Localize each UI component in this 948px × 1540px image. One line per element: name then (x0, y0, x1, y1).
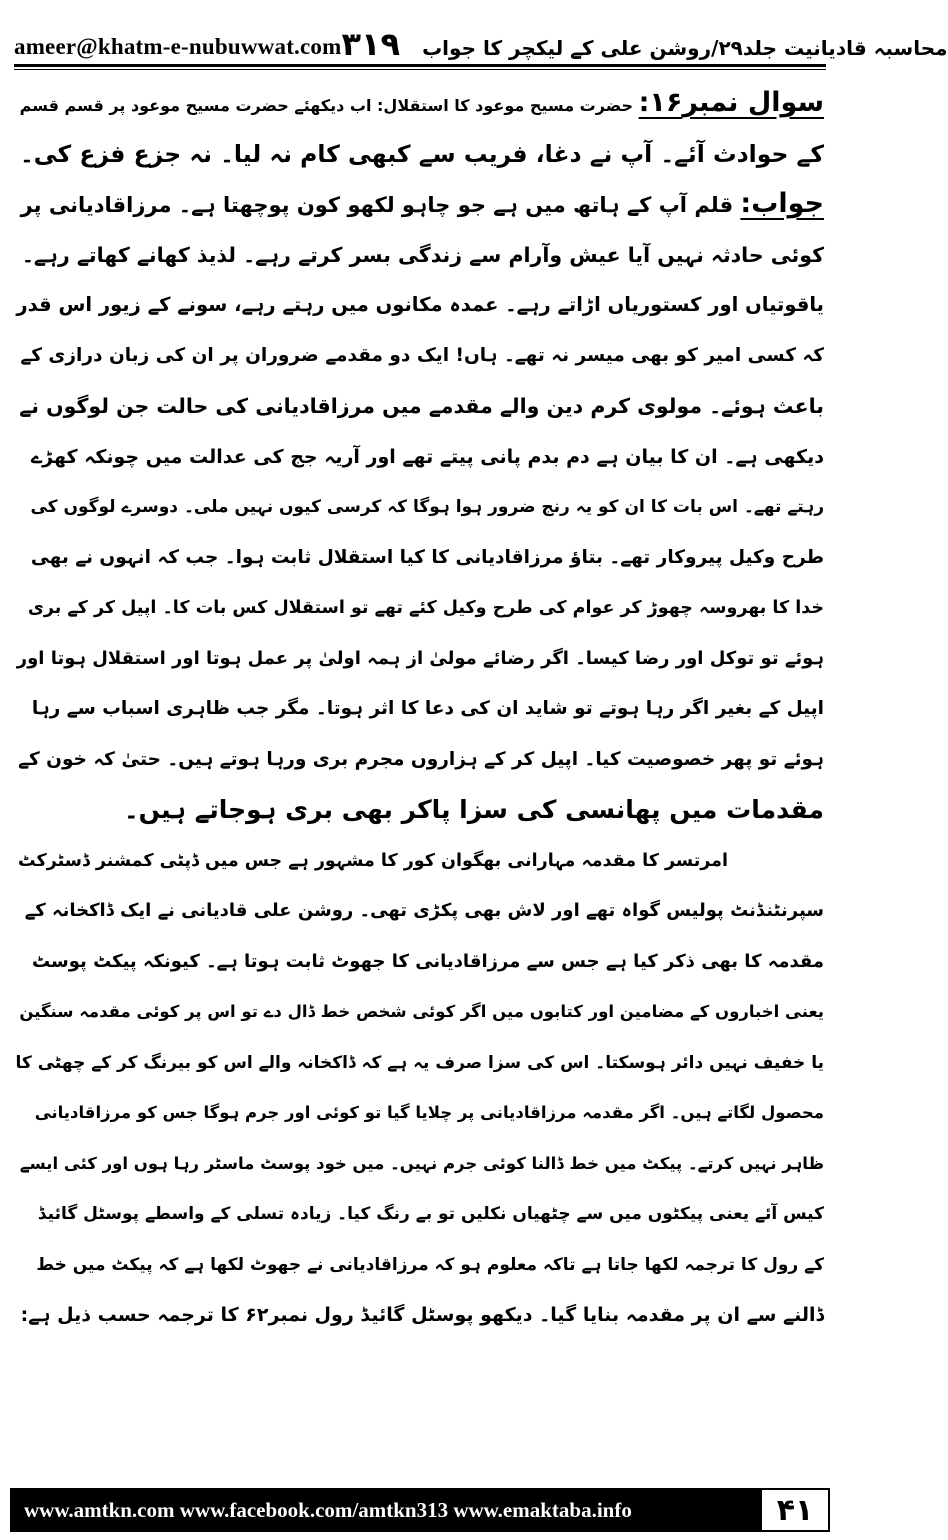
page-number: ۳۱۹ (341, 25, 401, 63)
header-rule (14, 64, 826, 70)
page-footer (10, 1488, 830, 1532)
text-line: یعنی اخباروں کے مضامین اور کتابوں میں اگر کوئی شخص خط ڈال دے تو اس پر کوئی مقدمہ سنگین (19, 1002, 824, 1021)
footer-links[interactable]: www.amtkn.com www.facebook.com/amtkn313 www.emaktaba.info (24, 1497, 632, 1522)
text-line: کیس آئے یعنی پیکٹوں میں سے چٹھیاں نکلیں تو بے رنگ کیا۔ زیادہ تسلی کے واسطے پوسٹل گائیڈ (37, 1204, 824, 1224)
text-line: باعث ہوئے۔ مولوی کرم دین والے مقدمے میں مرزاقادیانی کی حالت جن لوگوں نے (19, 394, 824, 418)
text-line: سپرنٹنڈنٹ پولیس گواہ تھے اور لاش بھی پکڑی تھی۔ روشن علی قادیانی نے ایک ڈاکخانہ کے (24, 900, 824, 921)
header-email: ameer@khatm-e-nubuwwat.com (14, 34, 342, 59)
answer-text: قلم آپ کے ہاتھ میں ہے جو چاہو لکھو کون پوچھتا ہے۔ مرزاقادیانی پر (20, 193, 734, 217)
text-line: کے رول کا ترجمہ لکھا جاتا ہے تاکہ معلوم ہو کہ مرزاقادیانی نے جھوٹ لکھا ہے کہ پیکٹ میں خط (36, 1254, 824, 1275)
text-line: محصول لگاتے ہیں۔ اگر مقدمہ مرزاقادیانی پر چلایا گیا تو کوئی اور جرم ہوگا جس کو مرزاقادیانی (34, 1103, 824, 1122)
book-title: محاسبہ قادیانیت جلد۲۹/روشن علی کے لیکچر کا جواب (422, 36, 948, 60)
text-line: خدا کا بھروسہ چھوڑ کر عوام کی طرح وکیل کئے تھے تو استقلال کس بات کا۔ اپیل کر کے بری (27, 598, 824, 618)
text-line: مقدمات میں پھانسی کی سزا پاکر بھی بری ہوجاتے ہیں۔ (123, 795, 824, 824)
text-line: کوئی حادثہ نہیں آیا عیش وآرام سے زندگی بسر کرتے رہے۔ لذیذ کھانے کھاتے رہے۔ (21, 242, 824, 267)
page-header (14, 8, 948, 63)
text-line: ظاہر نہیں کرتے۔ پیکٹ میں خط ڈالنا کوئی جرم نہیں۔ میں خود پوسٹ ماسٹر رہا ہوں اور کئی ایسے (19, 1153, 824, 1173)
text-line: کہ کسی امیر کو بھی میسر نہ تھے۔ ہاں! ایک دو مقدمے ضروران پر ان کی زبان درازی کے (20, 344, 824, 366)
page-body (16, 78, 824, 1341)
text-line (16, 179, 824, 230)
text-line (16, 78, 824, 129)
text-line: اپیل کے بغیر اگر رہا ہوتے تو شاید ان کی دعا کا اثر ہوتا۔ مگر جب ظاہری اسباب سے رہا (31, 698, 824, 719)
header-title-group (341, 25, 948, 63)
text-line: یاقوتیاں اور کستوریاں اڑاتے رہے۔ عمدہ مکانوں میں رہتے رہے، سونے کے زیور اس قدر (16, 293, 824, 316)
question-label: سوال نمبر۱۶: (638, 87, 824, 118)
answer-label: جواب: (740, 188, 824, 219)
text-line: یا خفیف نہیں دائر ہوسکتا۔ اس کی سزا صرف یہ ہے کہ ڈاکخانہ والے اس کو بیرنگ کر کے چھٹی کا (15, 1052, 824, 1073)
text-line: دیکھی ہے۔ ان کا بیان ہے دم بدم پانی پیتے تھے اور آریہ جج کی عدالت میں چونکہ کھڑے (31, 445, 824, 468)
text-line: ڈالنے سے ان پر مقدمہ بنایا گیا۔ دیکھو پوسٹل گائیڈ رول نمبر۶۲ کا ترجمہ حسب ذیل ہے: (20, 1304, 824, 1326)
text-line: ہوئے تو توکل اور رضا کیسا۔ اگر رضائے مولیٰ از ہمہ اولیٰ پر عمل ہوتا اور استقلال ہوتا اور (16, 647, 824, 669)
question-text: حضرت مسیح موعود کا استقلال: اب دیکھئے حضرت مسیح موعود پر قسم قسم (19, 96, 634, 115)
text-line: طرح وکیل پیروکار تھے۔ بتاؤ مرزاقادیانی کا کیا استقلال ثابت ہوا۔ جب کہ انہوں نے بھی (30, 546, 824, 568)
text-line: مقدمہ کا بھی ذکر کیا ہے جس سے مرزاقادیانی کا جھوٹ ثابت ہوتا ہے۔ کیونکہ پیکٹ پوسٹ (32, 950, 824, 972)
footer-serial-number: ۴۱ (760, 1488, 830, 1532)
text-line: ہوئے تو پھر خصوصیت کیا۔ اپیل کر کے ہزاروں مجرم بری ورہا ہوتے ہیں۔ حتیٰ کہ خون کے (18, 748, 824, 770)
text-line: امرتسر کا مقدمہ مہارانی بھگوان کور کا مشہور ہے جس میں ڈپٹی کمشنر ڈسٹرکٹ (18, 850, 728, 871)
text-line: رہتے تھے۔ اس بات کا ان کو یہ رنج ضرور ہوا ہوگا کہ کرسی کیوں نہیں ملی۔ دوسرے لوگوں کی (30, 497, 824, 517)
text-line: کے حوادث آئے۔ آپ نے دغا، فریب سے کبھی کام نہ لیا۔ نہ جزع فزع کی۔ (19, 139, 824, 168)
